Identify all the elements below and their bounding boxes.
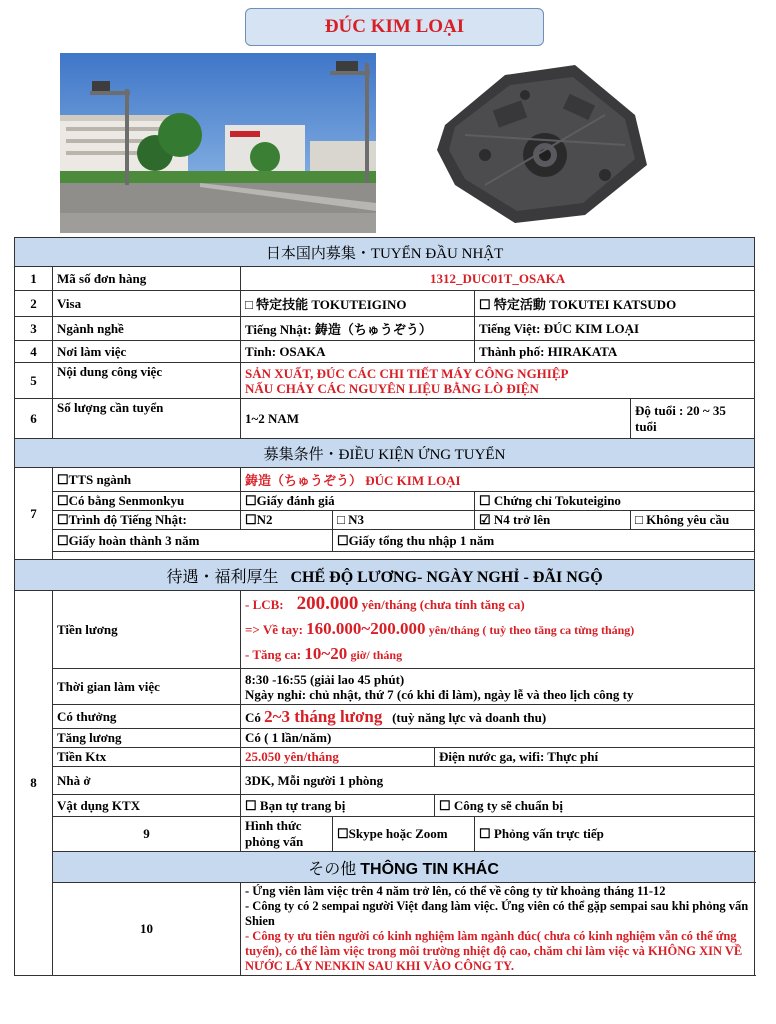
page-title: ĐÚC KIM LOẠI [245, 8, 544, 46]
danh-gia-checkbox[interactable]: ☐Giấy đánh giá [241, 492, 475, 511]
n3-checkbox[interactable]: □ N3 [333, 511, 475, 530]
street-photo [60, 53, 376, 233]
thu-nhap-checkbox[interactable]: ☐Giấy tổng thu nhập 1 năm [333, 530, 755, 552]
row-raise: Tăng lương Có ( 1 lần/năm) [15, 729, 755, 748]
interview-online-checkbox[interactable]: ☐Skype hoặc Zoom [333, 817, 475, 852]
n2-checkbox[interactable]: ☐N2 [241, 511, 333, 530]
job-content-line2: NẤU CHẢY CÁC NGUYÊN LIỆU BẰNG LÒ ĐIỆN [245, 380, 539, 396]
row-visa: 2 Visa □ 特定技能 TOKUTEIGINO ☐ 特定活動 TOKUTEI KATSUDO [15, 291, 755, 317]
visa-option-tokutei-katsudo[interactable]: ☐ 特定活動 TOKUTEI KATSUDO [475, 291, 755, 317]
row-quantity: 6 Số lượng cần tuyển 1~2 NAM Độ tuổi : 20 ~ 35 tuổi [15, 399, 755, 439]
no-requirement-checkbox[interactable]: □ Không yêu cầu [631, 511, 755, 530]
row-certificates [15, 492, 755, 511]
row-dorm-fee: Tiền Ktx 25.050 yên/tháng Điện nước ga, wifi: Thực phí [15, 748, 755, 767]
row-other-info: 10 - Ứng viên làm việc trên 4 năm trở lên, có thể về công ty từ khoảng tháng 11-12 - Công ty có 2 sempai người Việt đang làm việc. Ứng viên có thể gặp sempai sau khi phỏng vấn Shien - Công ty ưu tiên người có kinh nghiệm làm ngành đúc( chưa có kinh nghiệm vẫn có thể ứng tuyển), có thể làm việc trong môi trường nhiệt độ cao, chăm chỉ làm việc và KHÔNG XIN VỀ NƯỚC LẤY NENKIN SAU KHI VÀO CÔNG TY. [15, 883, 755, 976]
section-header-conditions: 募集条件・ĐIỀU KIỆN ỨNG TUYỂN [15, 439, 755, 468]
row-language-level [15, 511, 755, 530]
tokuteigino-checkbox[interactable]: ☐ Chứng chỉ Tokuteigino [475, 492, 755, 511]
row-worktime: Thời gian làm việc 8:30 -16:55 (giải lao 45 phút) Ngày nghỉ: chủ nhật, thứ 7 (có khi đi làm), ngày lễ và theo lịch công ty [15, 669, 755, 705]
row-workplace: 4 Nơi làm việc Tỉnh: OSAKA Thành phố: HIRAKATA [15, 341, 755, 363]
row-salary: 8 Tiền lương - LCB: 200.000 yên/tháng (chưa tính tăng ca) => Về tay: 160.000~200.000 yên/tháng ( tuỳ theo tăng ca từng tháng) - Tăng ca: 10~20 giờ/ tháng [15, 591, 755, 669]
section-header-benefits: 待遇・福利厚生 CHẾ ĐỘ LƯƠNG- NGÀY NGHỈ - ĐÃI NGỘ [15, 560, 755, 591]
row-housing: Nhà ở 3DK, Mỗi người 1 phòng [15, 767, 755, 795]
row-interview: 9 Hình thức phỏng vấn ☐Skype hoặc Zoom ☐ Phỏng vấn trực tiếp [15, 817, 755, 852]
hoan-thanh-checkbox[interactable]: ☐Giấy hoàn thành 3 năm [53, 530, 333, 552]
job-content-line1: SẢN XUẤT, ĐÚC CÁC CHI TIẾT MÁY CÔNG NGHIỆP [245, 365, 569, 381]
interview-direct-checkbox[interactable]: ☐ Phỏng vấn trực tiếp [475, 817, 755, 852]
row-bonus: Có thưởng Có 2~3 tháng lương (tuỳ năng lực và doanh thu) [15, 705, 755, 729]
row-spacer [15, 552, 755, 560]
row-industry: 3 Ngành nghề Tiếng Nhật: 鋳造（ちゅうぞう） Tiếng Việt: ĐÚC KIM LOẠI [15, 317, 755, 341]
row-tts: 7 ☐TTS ngành 鋳造（ちゅうぞう） ĐÚC KIM LOẠI [15, 468, 755, 492]
n4-checkbox[interactable]: ☑ N4 trở lên [475, 511, 631, 530]
tts-checkbox[interactable]: ☐TTS ngành [53, 468, 241, 492]
row-documents [15, 530, 755, 552]
row-order-code: 1 Mã số đơn hàng 1312_DUC01T_OSAKA [15, 267, 755, 291]
row-job-content: 5 Nội dung công việc SẢN XUẤT, ĐÚC CÁC CHI TIẾT MÁY CÔNG NGHIỆP NẤU CHẢY CÁC NGUYÊN LIỆU BẰNG LÒ ĐIỆN [15, 363, 755, 399]
items-company-checkbox[interactable]: ☐ Công ty sẽ chuẩn bị [435, 795, 755, 817]
items-self-checkbox[interactable]: ☐ Bạn tự trang bị [241, 795, 435, 817]
visa-option-tokuteigino[interactable]: □ 特定技能 TOKUTEIGINO [241, 291, 475, 317]
senmonkyu-checkbox[interactable]: ☐Có bằng Senmonkyu [53, 492, 241, 511]
language-checkbox[interactable]: ☐Trình độ Tiếng Nhật: [53, 511, 241, 530]
metal-cast-part [425, 55, 661, 230]
row-dorm-items: Vật dụng KTX ☐ Bạn tự trang bị ☐ Công ty sẽ chuẩn bị [15, 795, 755, 817]
section-header-recruit: 日本国内募集・TUYỂN ĐẦU NHẬT [15, 238, 755, 267]
section-header-other: その他 THÔNG TIN KHÁC [15, 852, 755, 883]
job-table [14, 237, 755, 976]
